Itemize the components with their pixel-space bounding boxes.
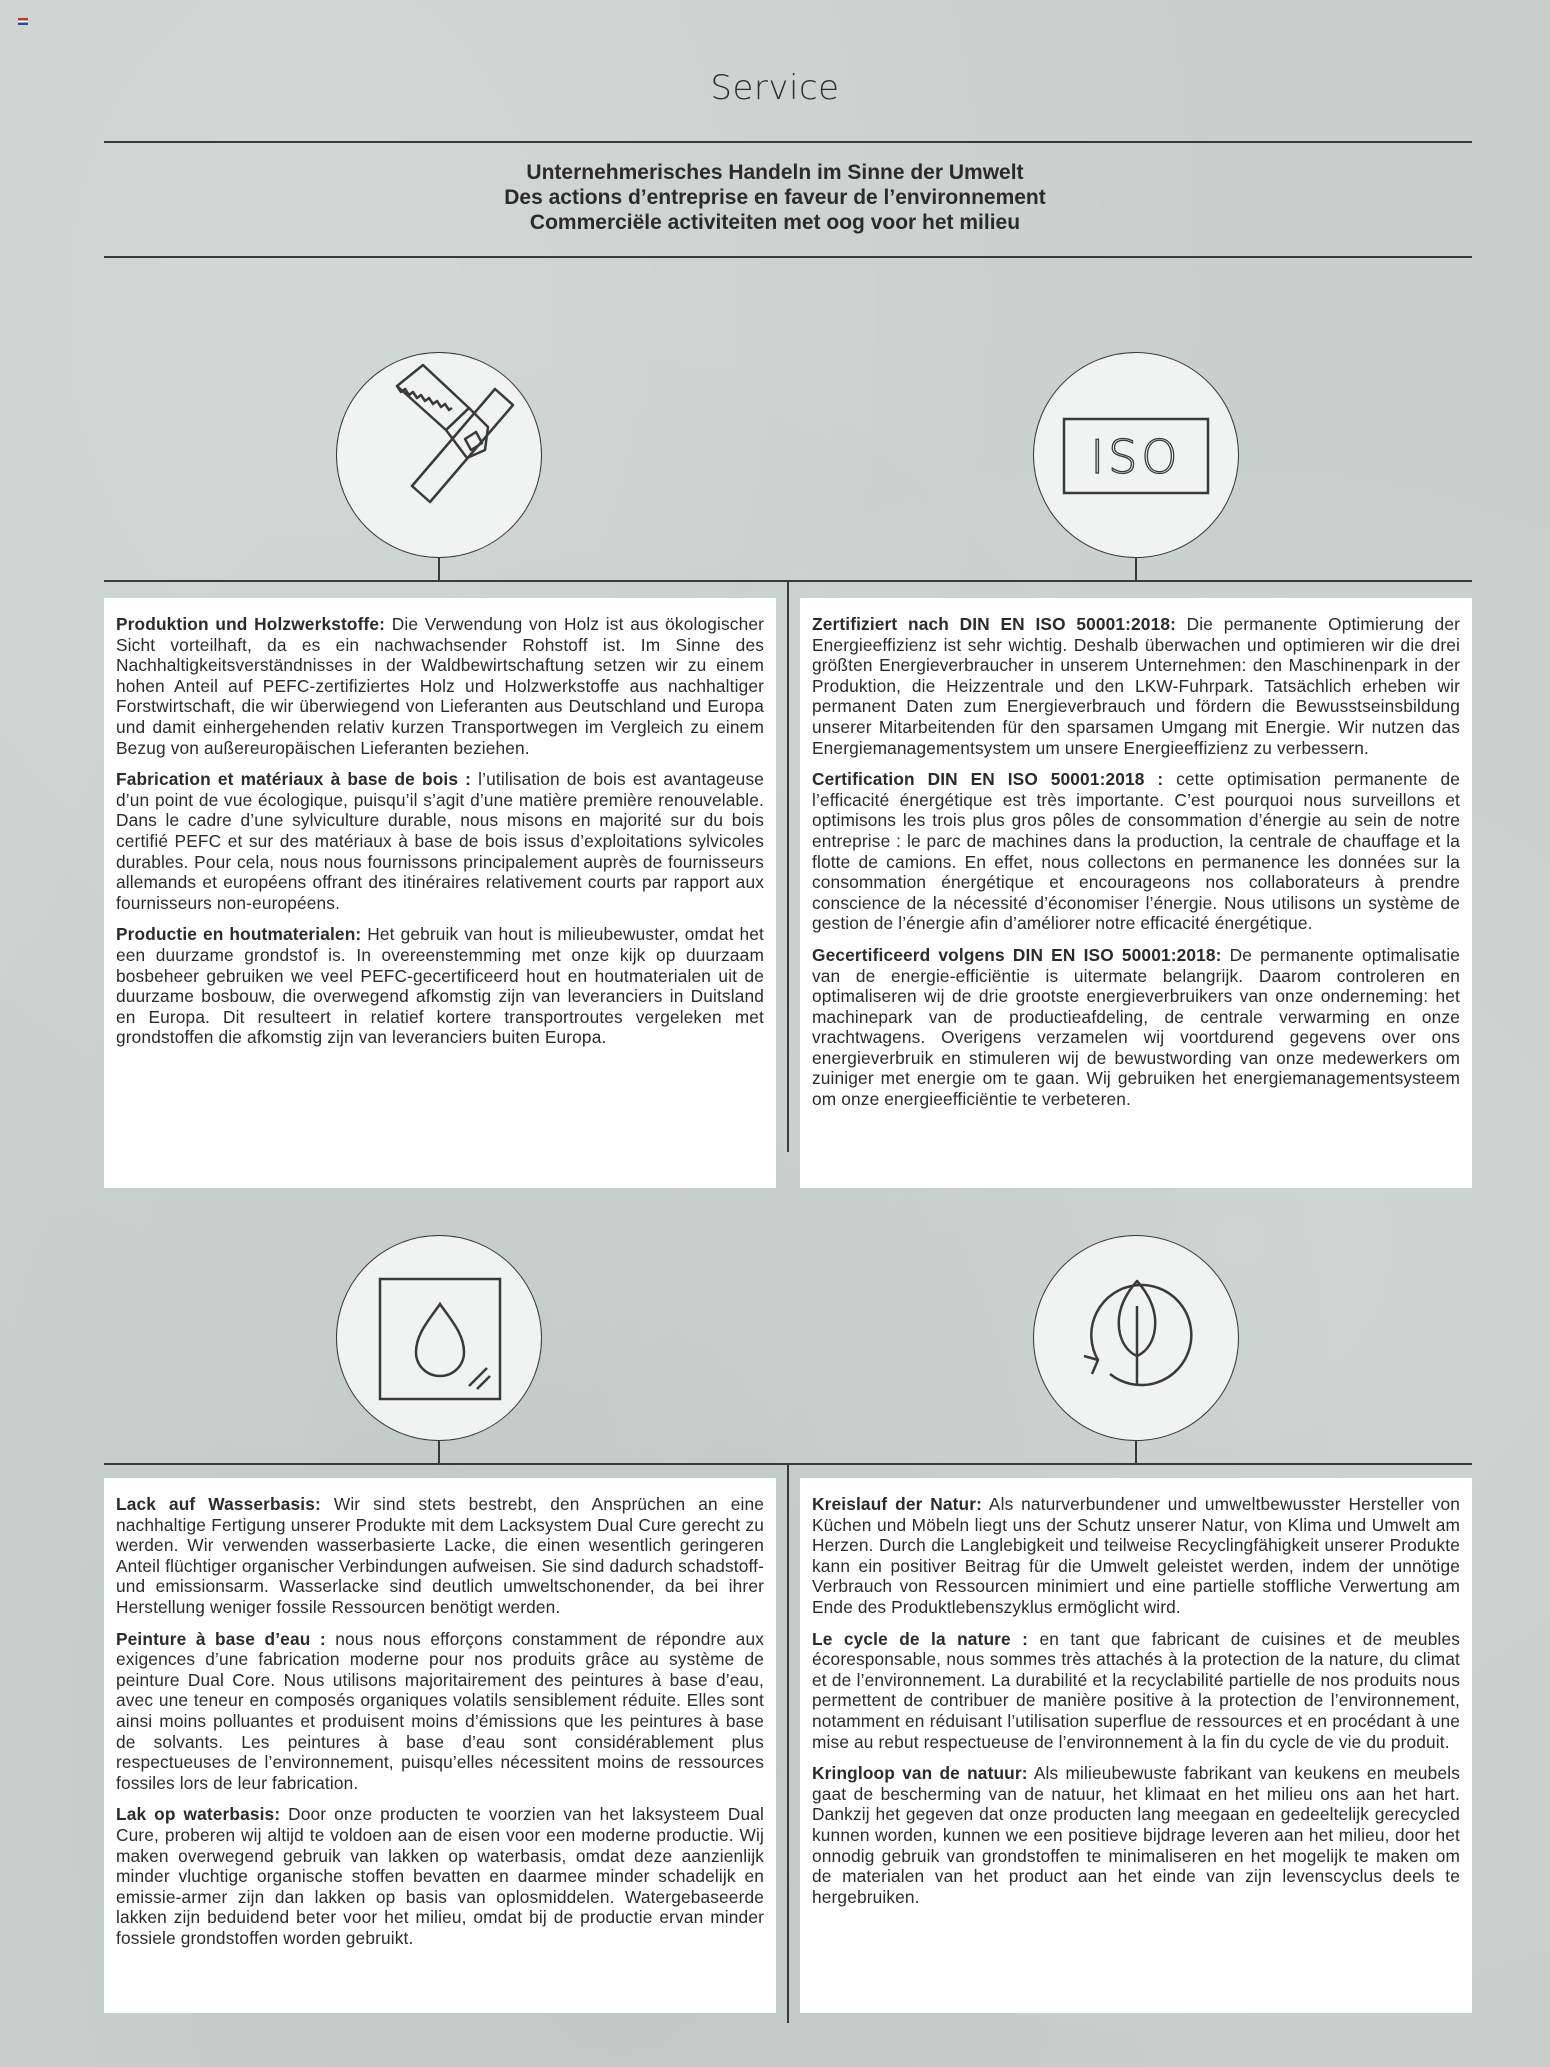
column-divider [787,1463,789,2023]
recycling-leaf-icon [1033,1235,1239,1441]
water-text-box [104,1478,776,2013]
paragraph-nl: Productie en houtmaterialen: Het gebruik van hout is milieubewuster, omdat het een duurzame grondstof is. In overeenstemming met onze kijk op duurzaam bosbeheer gebruiken we veel PEFC-gecertificeerd hout en houtmaterialen uit de duurzame bosbouw, die overwegend afkomstig zijn van leveranciers in Duitsland en Europa. Dit resulteert in relatief kortere transportroutes vergeleken met grondstoffen die afkomstig zijn van leveranciers buiten Europa. [116,924,764,1048]
connector [438,558,440,581]
heading-rule [104,256,1472,258]
cycle-text-box [800,1478,1472,2013]
title-rule [104,141,1472,143]
paragraph-fr: Certification DIN EN ISO 50001:2018 : cette optimisation permanente de l’efficacité énergétique est très importante. C’est pourquoi nous surveillons et optimisons les trois plus gros pôles de consommation d’énergie au sein de notre entreprise : le parc de machines dans la production, la centrale de chauffage et la flotte de camions. En effet, nous collectons en permanence les données sur la consommation énergétique et encourageons nos collaborateurs à prendre conscience de la nécessité d’économiser l’énergie. Nous utilisons un système de gestion de l’énergie afin d’améliorer notre efficacité énergétique. [812,769,1460,934]
paragraph-de: Zertifiziert nach DIN EN ISO 50001:2018: Die permanente Optimierung der Energieeffizienz ist sehr wichtig. Deshalb überwachen und optimieren wir die drei größten Energieverbraucher in unserem Unternehmen: den Maschinenpark in der Produktion, die Heizzentrale und den LKW-Fuhrpark. Tatsächlich erheben wir permanent Daten zum Energieverbrauch und fördern die Bewusstseinsbildung unserer Mitarbeitenden für den sparsamen Umgang mit Energie. Wir nutzen das Energiemanagementsystem um unsere Energieeffizienz zu verbessern. [812,614,1460,758]
heading-nl: Commerciële activiteiten met oog voor het milieu [529,211,1021,234]
wood-text-box [104,598,776,1188]
paragraph-fr: Peinture à base d’eau : nous nous efforçons constamment de répondre aux exigences d’une fabrication moderne pour nos produits grâce au système de peinture Dual Core. Nous utilisons majoritairement des peintures à base d’eau, avec une teneur en composés organiques volatils sensiblement réduite. Elles sont ainsi moins polluantes et produisent moins d’émissions que les peintures à base de solvants. Les peintures à base d’eau sont considérablement plus respectueuses de l’environnement, puisqu’elles nécessitent moins de ressources fossiles lors de leur fabrication. [116,1628,764,1793]
connector [1135,558,1137,581]
paragraph-de: Kreislauf der Natur: Als naturverbundener und umweltbewusster Hersteller von Küchen und Möbeln liegt uns der Schutz unserer Natur, von Klima und Umwelt am Herzen. Durch die Langlebigkeit und teilweise Recyclingfähigkeit unserer Produkte kann ein positiver Beitrag für die Umwelt geleistet werden, indem der unnötige Verbrauch von Ressourcen minimiert und eine partielle stoffliche Verwertung am Ende des Produktlebenszyklus ermöglicht wird. [812,1494,1461,1617]
iso-label: ISO [1090,430,1182,484]
saw-and-plank-icon [336,352,542,558]
paragraph-de: Produktion und Holzwerkstoffe: Die Verwendung von Holz ist aus ökologischer Sicht vorteilhaft, da es ein nachwachsender Rohstoff ist. Im Sinne des Nachhaltigkeitsverständnisses in der Waldbewirtschaftung setzen wir zu einem hohen Anteil auf PEFC-zertifiziertes Holz und Holzwerkstoffe aus nachhaltiger Forstwirtschaft, die wir überwiegend von Lieferanten aus Deutschland und Europa und damit einhergehenden relativ kurzen Transportwegen im Vergleich zu einem Bezug von außereuropäischen Lieferanten beziehen. [116,614,764,758]
connector [1135,1441,1137,1464]
connector [438,1441,440,1464]
paragraph-fr: Fabrication et matériaux à base de bois : l’utilisation de bois est avantageuse d’un point de vue écologique, puisqu’il s’agit d’une matière première renouvelable. Dans le cadre d’une sylviculture durable, nous misons en majorité sur du bois certifié PEFC et sur des matériaux à base de bois issus d’exploitations sylvicoles durables. Pour cela, nous nous fournissons principalement auprès de fournisseurs allemands et européens offrant des itinéraires relativement courts par rapport aux fournisseurs non-européens. [116,769,764,913]
paragraph-nl: Gecertificeerd volgens DIN EN ISO 50001:2018: De permanente optimalisatie van de energie-efficiëntie is uitermate belangrijk. Daarom controleren en optimaliseren wij de drie grootste energieverbruikers van onze onderneming: het machinepark van de productieafdeling, de centrale verwarming en onze vrachtwagens. Overigens verzamelen wij voortdurend gegevens over ons energieverbruik en stimuleren wij de bewustwording van onze medewerkers om zuiniger met energie om te gaan. Wij gebruiken het energiemanagementsysteem om onze energieefficiëntie te verbeteren. [812,944,1460,1110]
paragraph-nl: Lak op waterbasis: Door onze producten te voorzien van het laksysteem Dual Cure, proberen wij altijd te voldoen aan de eisen voor een moderne productie. Wij maken overwegend gebruik van lakken op waterbasis, omdat deze aanzienlijk minder vluchtige organische stoffen bevatten en daarmee minder schadelijk en emissie-armer zijn dan lakken op basis van oplosmiddelen. Watergebaseerde lakken zijn beduidend beter voor het milieu, omdat bij de productie ervan minder fossiele grondstoffen worden gebruikt. [116,1804,764,1948]
iso-text-box [800,598,1472,1188]
water-drop-icon [336,1235,542,1441]
paragraph-de: Lack auf Wasserbasis: Wir sind stets bestrebt, den Ansprüchen an eine nachhaltige Fertigung unserer Produkte mit dem Lacksystem Dual Cure gerecht zu werden. Wir verwenden wasserbasierte Lacke, die einen wesentlich geringeren Anteil flüchtiger organischer Verbindungen aufweisen. Sie sind dadurch schadstoff- und emissionsarm. Wasserlacke sind deutlich umweltschonender, da bei ihrer Herstellung weniger fossile Ressourcen benötigt werden. [116,1494,764,1617]
page-title: Service [710,68,840,108]
heading-fr: Des actions d’entreprise en faveur de l’environnement [504,186,1046,209]
language-flag-icon [18,18,28,25]
paragraph-fr: Le cycle de la nature : en tant que fabricant de cuisines et de meubles écoresponsable, nous sommes très attachés à la protection de la nature, du climat et de l’environnement. La durabilité et la recyclabilité partielle de nos produits nous permettent de contribuer de manière positive à la protection de l’environnement, notamment en réduisant l’utilisation superflue de ressources et en procédant à une mise au rebut respectueuse de l’environnement à la fin du cycle de vie du produit. [812,1628,1460,1752]
paragraph-nl: Kringloop van de natuur: Als milieubewuste fabrikant van keukens en meubels gaat de bescherming van de natuur, het klimaat en het milieu ons aan het hart. Dankzij het gegeven dat onze producten lang meegaan en gedeeltelijk gerecycled kunnen worden, kunnen we een positieve bijdrage leveren aan het milieu, door het onnodig gebruik van grondstoffen te minimaliseren en het mogelijk te maken om de materialen van het product aan het einde van zijn levenscyclus deels te hergebruiken. [812,1763,1460,1907]
column-divider [787,580,789,1152]
section-heading [0,160,1550,235]
heading-de: Unternehmerisches Handeln im Sinne der Umwelt [526,161,1024,184]
iso-badge-icon [1033,352,1239,558]
